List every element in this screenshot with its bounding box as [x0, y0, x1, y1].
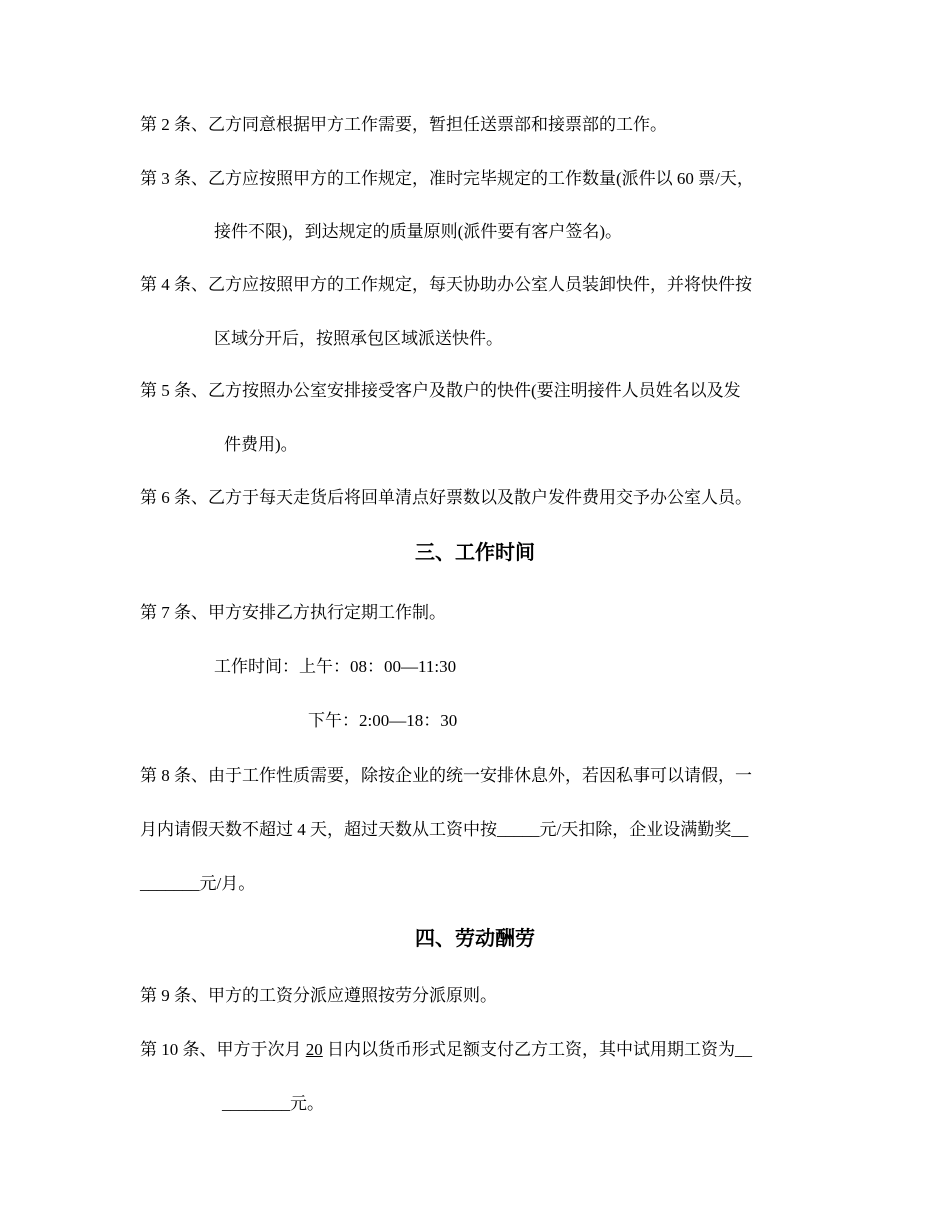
work-hours-afternoon: 下午：2:00—18：30 [308, 711, 458, 730]
article-8-line-1: 第 8 条、由于工作性质需要，除按企业的统一安排休息外，若因私事可以请假，一 [140, 766, 752, 785]
article-3-line-1: 第 3 条、乙方应按照甲方的工作规定，准时完毕规定的工作数量(派件以 60 票/天， [140, 169, 754, 188]
section-4-heading: 四、劳动酬劳 [415, 928, 535, 950]
article-2-line-1: 第 2 条、乙方同意根据甲方工作需要，暂担任送票部和接票部的工作。 [140, 115, 667, 134]
article-4-line-2: 区域分开后，按照承包区域派送快件。 [214, 329, 503, 348]
article-9-line-1: 第 9 条、甲方的工资分派应遵照按劳分派原则。 [140, 986, 497, 1005]
article-4-line-1: 第 4 条、乙方应按照甲方的工作规定，每天协助办公室人员装卸快件，并将快件按 [140, 275, 752, 294]
article-5-line-2: 件费用)。 [224, 435, 298, 454]
work-hours-morning: 工作时间：上午：08：00—11:30 [214, 657, 457, 676]
article-3-line-2: 接件不限)，到达规定的质量原则(派件要有客户签名)。 [214, 222, 622, 241]
article-6-line-1: 第 6 条、乙方于每天走货后将回单清点好票数以及散户发件费用交予办公室人员。 [140, 488, 752, 507]
article-8-line-3: _______元/月。 [140, 874, 256, 893]
article-10-line-2: ________元。 [222, 1094, 324, 1113]
article-10-text-b: 日内以货币形式足额支付乙方工资，其中试用期工资为__ [322, 1040, 752, 1059]
section-3-heading: 三、工作时间 [415, 542, 535, 564]
article-10-text-a: 第 10 条、甲方于次月 [140, 1040, 306, 1059]
article-10-line-1 [140, 1040, 752, 1060]
article-5-line-1: 第 5 条、乙方按照办公室安排接受客户及散户的快件(要注明接件人员姓名以及发 [140, 381, 741, 400]
article-8-line-2: 月内请假天数不超过 4 天，超过天数从工资中按_____元/天扣除，企业设满勤奖__ [140, 820, 749, 839]
article-7-line-1: 第 7 条、甲方安排乙方执行定期工作制。 [140, 603, 446, 622]
payday-value: 20 [305, 1040, 323, 1059]
